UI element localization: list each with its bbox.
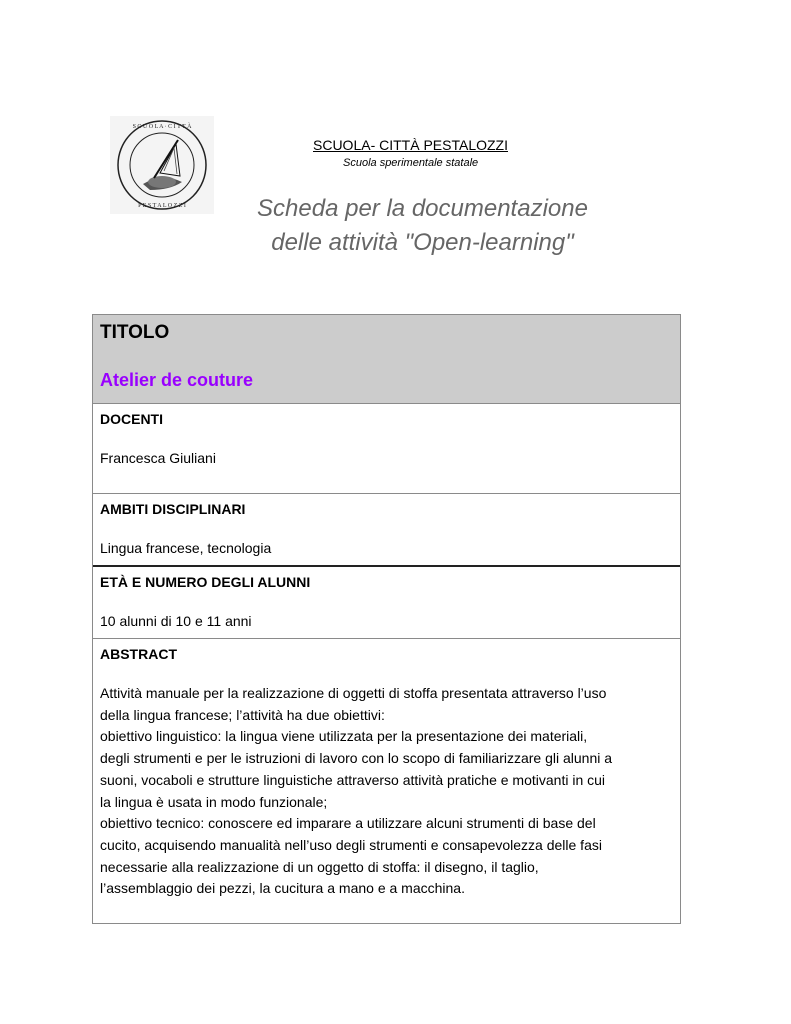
abstract-line: della lingua francese; l’attività ha due obiettivi: [100,706,385,723]
docenti-label: DOCENTI [100,411,163,427]
abstract-line: suoni, vocaboli e strutture linguistiche attraverso attività pratiche e motivanti in cui [100,771,606,788]
abstract-line: cucito, acquisendo manualità nell’uso degli strumenti e consapevolezza delle fasi [100,836,602,853]
abstract-line: degli strumenti e per le istruzioni di lavoro con lo scopo di familiarizzare gli alunni a [100,750,613,767]
eta-label: ETÀ E NUMERO DEGLI ALUNNI [100,574,311,590]
docenti-value: Francesca Giuliani [100,450,216,466]
abstract-line: obiettivo tecnico: conoscere ed imparare a utilizzare alcuni strumenti di base del [100,815,596,832]
document-title [230,192,615,260]
titolo-value: Atelier de couture [100,370,254,390]
abstract-text [100,683,675,900]
document-title-line-2: delle attività "Open-learning" [271,229,574,256]
ambiti-value: Lingua francese, tecnologia [100,540,272,556]
abstract-line: la lingua è usata in modo funzionale; [100,793,328,810]
abstract-label: ABSTRACT [100,646,177,662]
school-name: SCUOLA- CITTÀ PESTALOZZI [313,137,508,153]
eta-row [93,567,680,639]
abstract-line: l’assemblaggio dei pezzi, la cucitura a mano e a macchina. [100,880,465,897]
school-subtitle: Scuola sperimentale statale [343,157,479,169]
titolo-label: TITOLO [100,322,170,343]
abstract-line: Attività manuale per la realizzazione di oggetti di stoffa presentata attraverso l’uso [100,685,607,701]
abstract-row [93,639,680,923]
eta-value: 10 alunni di 10 e 11 anni [100,613,252,629]
ambiti-row [93,494,680,567]
ambiti-label: AMBITI DISCIPLINARI [100,501,246,517]
abstract-line: obiettivo linguistico: la lingua viene utilizzata per la presentazione dei materiali, [100,728,588,745]
svg-text:P E S T A L O Z Z I: P E S T A L O Z Z I [138,203,186,209]
title-row [93,315,680,404]
document-title-line-1: Scheda per la documentazione [257,195,588,222]
docenti-row [93,404,680,494]
abstract-line: necessarie alla realizzazione di un oggetto di stoffa: il disegno, il taglio, [100,858,539,875]
activity-table [92,314,681,924]
svg-text:S C U O L A · C I T T À: S C U O L A · C I T T À [132,124,192,130]
school-logo [110,116,214,214]
